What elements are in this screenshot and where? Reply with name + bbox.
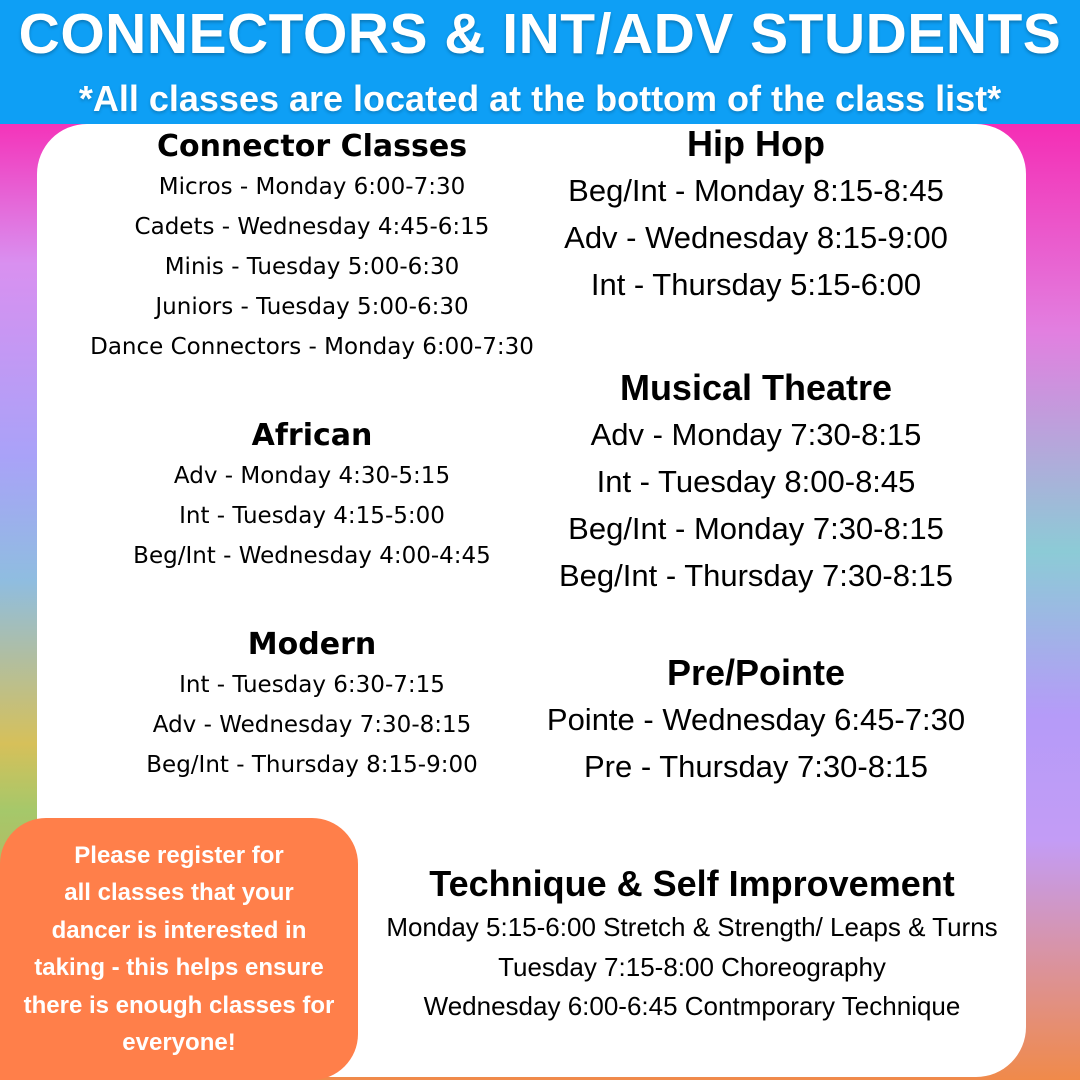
section-hip-hop <box>506 121 1006 308</box>
class-line: Adv - Monday 7:30-8:15 <box>590 417 922 452</box>
section-modern <box>52 625 572 785</box>
class-line: Juniors - Tuesday 5:00-6:30 <box>155 294 469 320</box>
section-title: Connector Classes <box>156 129 468 164</box>
class-line: Beg/Int - Wednesday 4:00-4:45 <box>133 543 491 569</box>
class-line: Int - Tuesday 6:30-7:15 <box>179 672 445 698</box>
section-title: African <box>251 418 373 453</box>
class-line: Pre - Thursday 7:30-8:15 <box>583 749 929 784</box>
class-line: Beg/Int - Thursday 7:30-8:15 <box>558 558 954 593</box>
class-line: Int - Thursday 5:15-6:00 <box>590 267 922 302</box>
class-line: Dance Connectors - Monday 6:00-7:30 <box>90 334 534 360</box>
class-line: Monday 5:15-6:00 Stretch & Strength/ Leaps & Turns <box>386 912 998 942</box>
section-musical-theatre <box>506 365 1006 599</box>
class-line: Int - Tuesday 4:15-5:00 <box>179 503 445 529</box>
section-title: Hip Hop <box>687 123 825 164</box>
section-title: Pre/Pointe <box>666 652 846 693</box>
registration-notice <box>0 818 358 1080</box>
section-pre-pointe <box>506 650 1006 790</box>
section-title: Musical Theatre <box>619 367 893 408</box>
class-line: Cadets - Wednesday 4:45-6:15 <box>134 214 490 240</box>
class-line: Adv - Wednesday 7:30-8:15 <box>152 712 472 738</box>
notice-line: all classes that your <box>64 879 294 906</box>
page-subtitle: *All classes are located at the bottom of the class list* <box>78 78 1002 119</box>
class-line: Beg/Int - Monday 8:15-8:45 <box>568 173 944 208</box>
class-line: Micros - Monday 6:00-7:30 <box>158 174 466 200</box>
notice-line: there is enough classes for <box>23 991 335 1019</box>
notice-line: everyone! <box>122 1029 236 1056</box>
class-line: Wednesday 6:00-6:45 Contmporary Technique <box>423 991 961 1021</box>
section-connector-classes <box>52 127 572 367</box>
class-line: Int - Tuesday 8:00-8:45 <box>596 464 916 499</box>
notice-line: taking - this helps ensure <box>34 954 324 981</box>
class-line: Adv - Monday 4:30-5:15 <box>173 463 451 489</box>
header-banner <box>0 0 1080 124</box>
section-title: Technique & Self Improvement <box>429 863 955 904</box>
class-line: Minis - Tuesday 5:00-6:30 <box>164 254 460 280</box>
class-line: Pointe - Wednesday 6:45-7:30 <box>546 702 966 737</box>
class-line: Beg/Int - Monday 7:30-8:15 <box>568 511 944 546</box>
class-line: Tuesday 7:15-8:00 Choreography <box>498 951 886 982</box>
section-technique <box>352 860 1032 1027</box>
section-title: Modern <box>247 627 377 662</box>
class-line: Adv - Wednesday 8:15-9:00 <box>564 220 948 255</box>
page-title: CONNECTORS & INT/ADV STUDENTS <box>18 2 1062 66</box>
notice-line: dancer is interested in <box>51 916 307 944</box>
notice-line: Please register for <box>74 841 284 869</box>
class-line: Beg/Int - Thursday 8:15-9:00 <box>146 752 478 778</box>
section-african <box>52 416 572 576</box>
